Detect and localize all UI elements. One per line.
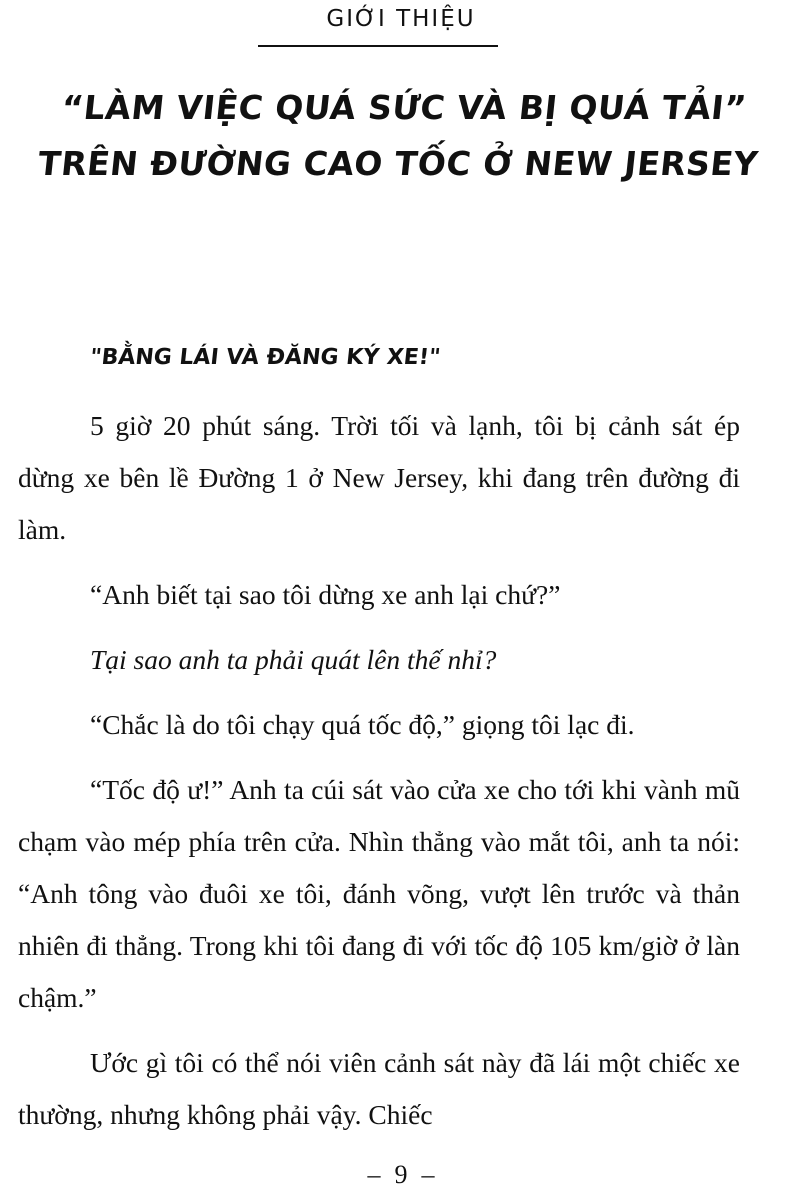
chapter-title <box>0 80 802 192</box>
paragraph-italic-thought: Tại sao anh ta phải quát lên thế nhỉ? <box>90 644 497 675</box>
footer-dash-left: – <box>367 1160 381 1189</box>
page-footer <box>0 1160 802 1190</box>
footer-dash-right: – <box>421 1160 435 1189</box>
paragraph: “Chắc là do tôi chạy quá tốc độ,” giọng tôi lạc đi. <box>90 709 635 740</box>
body-text <box>18 400 740 1154</box>
section-label: GIỚI THIỆU <box>326 6 476 32</box>
chapter-title-line-1: “LÀM VIỆC QUÁ SỨC VÀ BỊ QUÁ TẢI” <box>59 88 749 127</box>
paragraph: Ước gì tôi có thể nói viên cảnh sát này đã lái một chiếc xe thường, nhưng không phải vậy. Chiếc <box>18 1047 740 1130</box>
section-subheading: "BẰNG LÁI VÀ ĐĂNG KÝ XE!" <box>88 345 442 370</box>
page-number: 9 <box>394 1160 408 1189</box>
section-divider <box>258 45 498 47</box>
paragraph: “Anh biết tại sao tôi dừng xe anh lại chứ?” <box>90 579 561 610</box>
paragraph: “Tốc độ ư!” Anh ta cúi sát vào cửa xe cho tới khi vành mũ chạm vào mép phía trên cửa. Nhìn thẳng vào mắt tôi, anh ta nói: “Anh tông vào đuôi xe tôi, đánh võng, vượt lên trước và thản nhiên đi thẳng. Trong khi tôi đang đi với tốc độ 105 km/giờ ở làn chậm.” <box>18 774 740 1013</box>
paragraph: 5 giờ 20 phút sáng. Trời tối và lạnh, tôi bị cảnh sát ép dừng xe bên lề Đường 1 ở New Jersey, khi đang trên đường đi làm. <box>18 410 740 545</box>
chapter-title-line-2: TRÊN ĐƯỜNG CAO TỐC Ở NEW JERSEY <box>36 144 761 183</box>
